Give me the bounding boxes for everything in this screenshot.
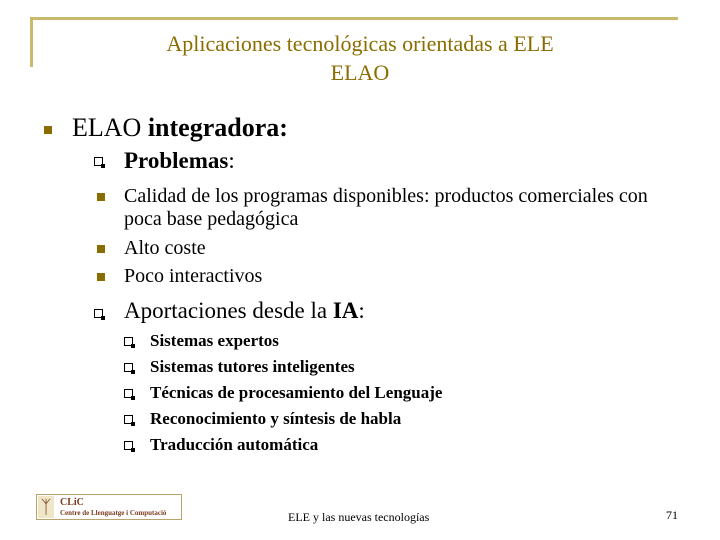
aportaciones-item-2: Sistemas tutores inteligentes — [150, 357, 355, 376]
slide-title-line1: Aplicaciones tecnológicas orientadas a ELE — [166, 31, 554, 56]
logo-title: CLiC — [60, 497, 84, 508]
heading-elao-integradora — [72, 113, 288, 143]
aportaciones-item-3: Técnicas de procesamiento del Lenguaje — [150, 383, 443, 402]
square-bullet-icon — [97, 273, 105, 281]
svg-text:ᛉ: ᛉ — [40, 497, 52, 518]
problemas-label: Problemas — [124, 148, 229, 173]
aportaciones-colon: : — [358, 298, 365, 323]
problemas-colon: : — [228, 148, 235, 173]
hollow-square-bullet-icon — [124, 441, 133, 450]
slide-title-line2: ELAO — [330, 60, 390, 85]
hollow-square-bullet-icon — [94, 309, 103, 318]
aportaciones-normal-text: Aportaciones desde la — [124, 298, 333, 323]
problemas-item-2: Alto coste — [124, 237, 206, 259]
problemas-item-1: Calidad de los programas disponibles: productos comerciales con — [124, 185, 648, 207]
aportaciones-heading — [124, 298, 365, 324]
hollow-square-bullet-icon — [124, 389, 133, 398]
problemas-item-1-cont: poca base pedagógica — [124, 208, 299, 230]
hollow-square-bullet-icon — [94, 157, 103, 166]
hollow-square-bullet-icon — [124, 363, 133, 372]
heading-normal-text: ELAO — [72, 113, 148, 142]
title-frame-top — [30, 17, 678, 20]
problemas-item-3: Poco interactivos — [124, 265, 263, 287]
page-number: 71 — [666, 508, 678, 522]
clic-logo — [36, 494, 182, 520]
logo-subtitle: Centre de Llenguatge i Computació — [60, 509, 167, 517]
aportaciones-item-1: Sistemas expertos — [150, 331, 279, 350]
square-bullet-icon — [97, 193, 105, 201]
heading-bold-text: integradora: — [147, 113, 288, 142]
square-bullet-icon — [97, 245, 105, 253]
footer-center-text: ELE y las nuevas tecnologías — [288, 510, 430, 524]
square-bullet-icon — [44, 126, 52, 134]
aportaciones-item-4: Reconocimiento y síntesis de habla — [150, 409, 402, 428]
aportaciones-item-5: Traducción automática — [150, 435, 319, 454]
hollow-square-bullet-icon — [124, 415, 133, 424]
aportaciones-bold-text: IA — [332, 298, 359, 323]
problemas-heading — [124, 148, 235, 174]
hollow-square-bullet-icon — [124, 337, 133, 346]
